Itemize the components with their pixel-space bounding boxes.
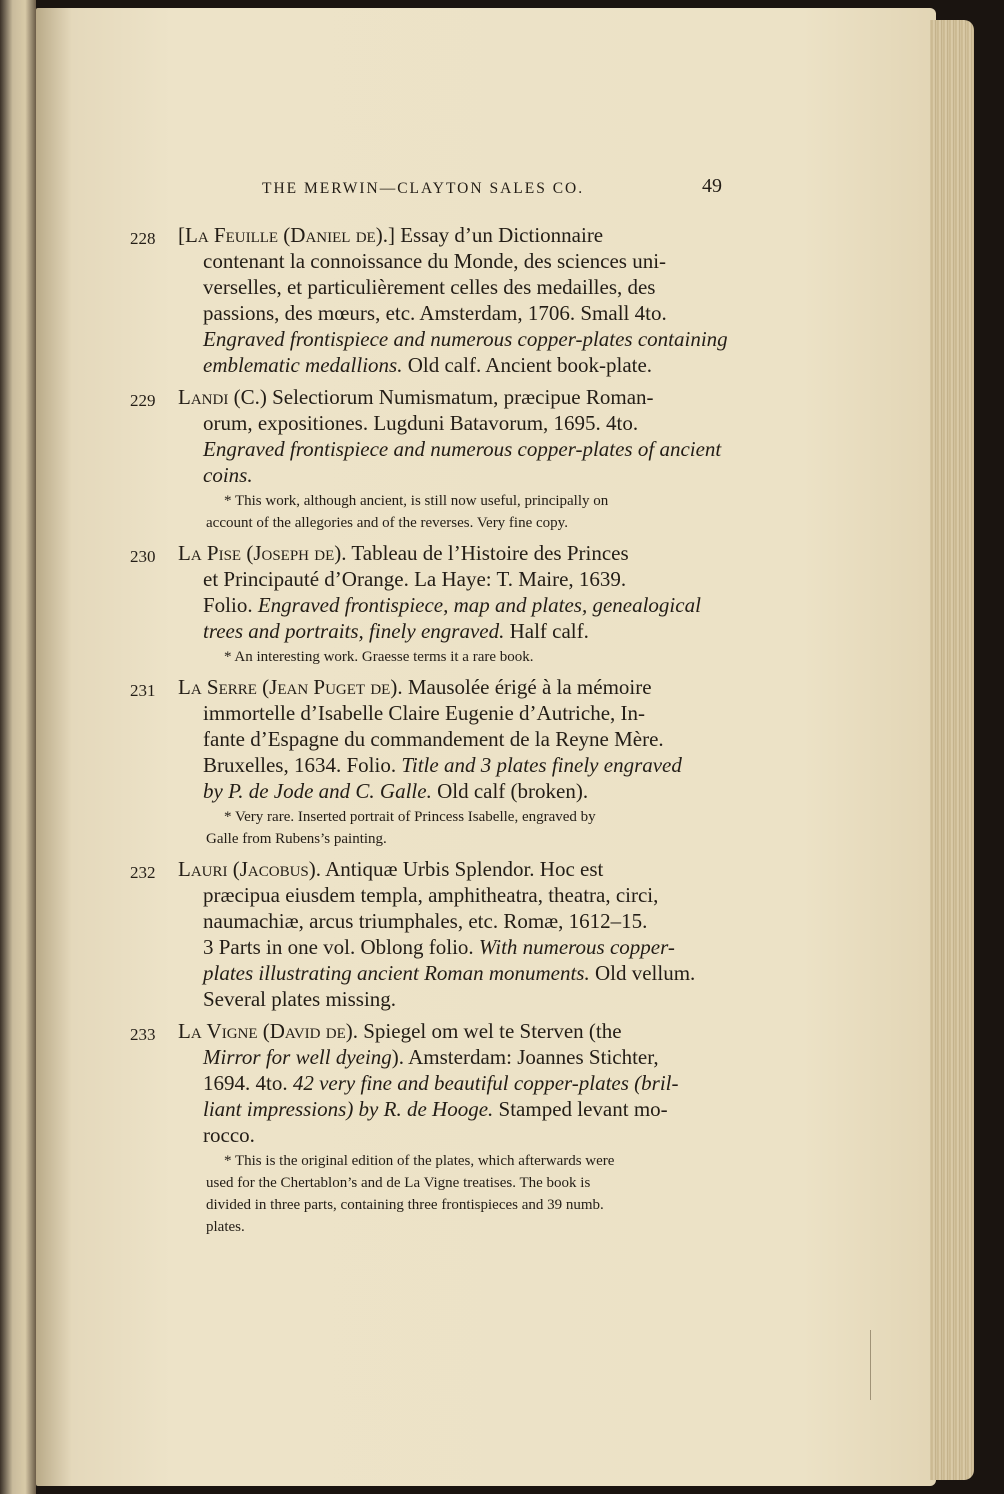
- entry-description: coins.: [203, 463, 253, 487]
- entry-author: [La Feuille (Daniel de).]: [178, 223, 395, 247]
- page-number: 49: [702, 175, 722, 197]
- entry-title: Antiquæ Urbis Splendor. Hoc est: [321, 857, 604, 881]
- page-edges: [930, 20, 974, 1480]
- catalogue-entry: [130, 222, 730, 378]
- entry-title: Essay d’un Dictionnaire: [394, 223, 604, 247]
- entry-author: Lauri (Jacobus).: [178, 857, 322, 881]
- entry-line: contenant la connoissance du Monde, des sciences uni-: [203, 249, 667, 273]
- note-line: used for the Chertablon’s and de La Vigne treatises. The book is: [206, 1175, 591, 1191]
- entry-title: Tableau de l’Histoire des Princes: [346, 541, 629, 565]
- note-line: plates.: [206, 1219, 245, 1235]
- entry-description: plates illustrating ancient Roman monuments.: [203, 961, 590, 985]
- entry-title: Spiegel om wel te Sterven (the: [357, 1019, 622, 1043]
- catalogue-entry: [130, 540, 730, 668]
- entry-title-translation: Mirror for well dyeing: [203, 1045, 392, 1069]
- entry-format: 3 Parts in one vol. Oblong folio.: [203, 935, 479, 959]
- entry-description: 42 very fine and beautiful copper-plates (bril-: [292, 1071, 679, 1095]
- catalogue-entry: [130, 674, 730, 850]
- entry-description: Engraved frontispiece and numerous copper-plates containing: [203, 327, 728, 351]
- entry-description: liant impressions) by R. de Hooge.: [203, 1097, 494, 1121]
- catalogue-entry: [130, 856, 730, 1012]
- entry-binding: Old calf (broken).: [431, 779, 589, 803]
- entry-line: orum, expositiones. Lugduni Batavorum, 1695. 4to.: [203, 411, 639, 435]
- lot-number: 230: [130, 547, 156, 566]
- entry-line: naumachiæ, arcus triumphales, etc. Romæ, 1612–15.: [203, 909, 648, 933]
- note-line: * An interesting work. Graesse terms it a rare book.: [224, 649, 534, 665]
- entry-author: Landi (C.): [178, 385, 267, 409]
- entry-line: et Principauté d’Orange. La Haye: T. Maire, 1639.: [203, 567, 627, 591]
- pencil-mark: [870, 1330, 871, 1400]
- entry-line: verselles, et particulièrement celles des medailles, des: [203, 275, 656, 299]
- lot-number: 231: [130, 681, 156, 700]
- entry-description: trees and portraits, finely engraved.: [203, 619, 505, 643]
- lot-number: 229: [130, 391, 156, 410]
- entry-binding: Half calf.: [504, 619, 589, 643]
- entry-line: rocco.: [203, 1123, 255, 1147]
- entry-title: Selectiorum Numismatum, præcipue Roman-: [266, 385, 654, 409]
- note-line: * Very rare. Inserted portrait of Princess Isabelle, engraved by: [224, 809, 596, 825]
- entry-imprint: ). Amsterdam: Joannes Stichter,: [391, 1045, 659, 1069]
- entry-title: Mausolée érigé à la mémoire: [402, 675, 652, 699]
- entry-line: fante d’Espagne du commandement de la Reyne Mère.: [203, 727, 664, 751]
- note-line: Galle from Rubens’s painting.: [206, 831, 387, 847]
- entry-note: [206, 646, 730, 668]
- note-line: * This work, although ancient, is still now useful, principally on: [224, 493, 609, 509]
- left-page-edge: [0, 0, 36, 1494]
- entry-line: passions, des mœurs, etc. Amsterdam, 1706. Small 4to.: [203, 301, 667, 325]
- entry-author: La Serre (Jean Puget de).: [178, 675, 403, 699]
- lot-number: 232: [130, 863, 156, 882]
- entry-description: Engraved frontispiece, map and plates, genealogical: [257, 593, 701, 617]
- lot-number: 228: [130, 229, 156, 248]
- entry-line: immortelle d’Isabelle Claire Eugenie d’Autriche, In-: [203, 701, 645, 725]
- entry-note: [206, 490, 730, 534]
- entry-description: by P. de Jode and C. Galle.: [203, 779, 432, 803]
- catalogue-entry: [130, 1018, 730, 1238]
- entry-description: Engraved frontispiece and numerous copper-plates of ancient: [203, 437, 722, 461]
- note-line: divided in three parts, containing three frontispieces and 39 numb.: [206, 1197, 604, 1213]
- entry-description: emblematic medallions.: [203, 353, 403, 377]
- entry-line: Several plates missing.: [203, 987, 397, 1011]
- entry-description: Title and 3 plates finely engraved: [401, 753, 682, 777]
- entry-format: Folio.: [203, 593, 258, 617]
- catalogue-entries: [130, 222, 730, 1244]
- lot-number: 233: [130, 1025, 156, 1044]
- entry-binding: Old vellum.: [589, 961, 696, 985]
- entry-format: 1694. 4to.: [203, 1071, 293, 1095]
- entry-binding: Old calf. Ancient book-plate.: [402, 353, 653, 377]
- entry-line: præcipua eiusdem templa, amphitheatra, theatra, circi,: [203, 883, 659, 907]
- entry-description: With numerous copper-: [478, 935, 675, 959]
- entry-author: La Pise (Joseph de).: [178, 541, 347, 565]
- page-header: [262, 175, 722, 206]
- note-line: * This is the original edition of the plates, which afterwards were: [224, 1153, 615, 1169]
- entry-author: La Vigne (David de).: [178, 1019, 358, 1043]
- entry-format: Bruxelles, 1634. Folio.: [203, 753, 402, 777]
- catalogue-entry: [130, 384, 730, 534]
- entry-note: [206, 1150, 730, 1238]
- entry-binding: Stamped levant mo-: [493, 1097, 668, 1121]
- running-head: THE MERWIN—CLAYTON SALES CO.: [262, 180, 585, 197]
- entry-note: [206, 806, 730, 850]
- note-line: account of the allegories and of the reverses. Very fine copy.: [206, 515, 568, 531]
